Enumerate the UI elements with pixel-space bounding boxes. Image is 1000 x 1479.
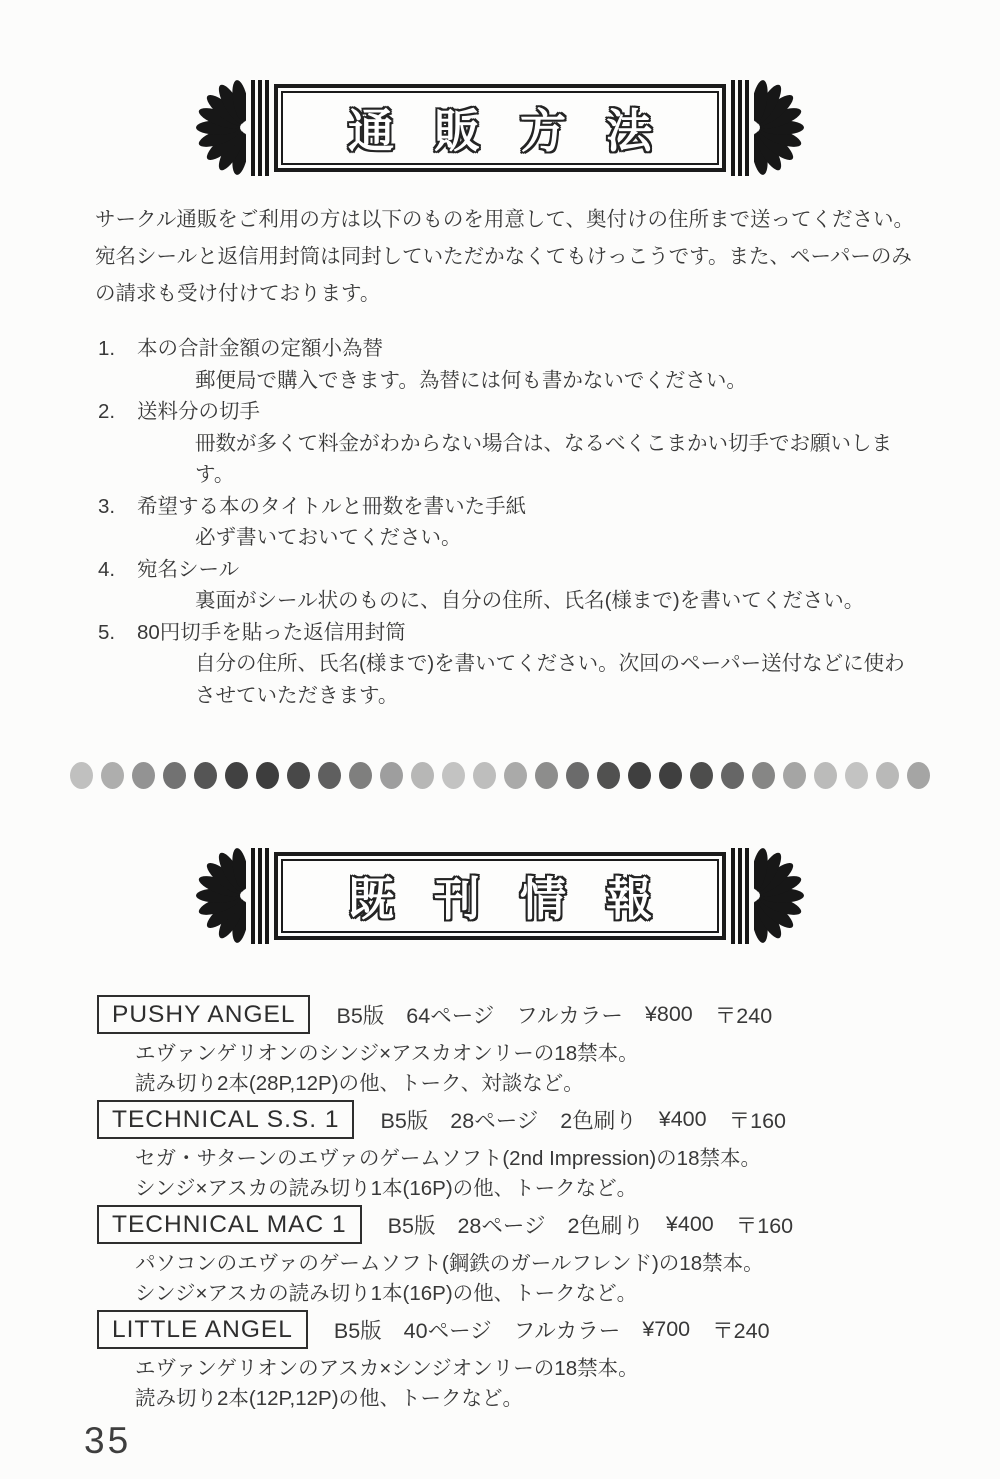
- halftone-dot: [287, 762, 310, 789]
- halftone-dot: [783, 762, 806, 789]
- halftone-dot: [504, 762, 527, 789]
- item-detail: 郵便局で購入できます。為替には何も書かないでください。: [195, 368, 747, 392]
- book-price: ¥700: [642, 1317, 691, 1341]
- instruction-list: [98, 333, 1000, 711]
- banner-back-catalog: [0, 846, 1000, 945]
- page-number: 35: [84, 1420, 132, 1461]
- intro-paragraph: [95, 201, 930, 312]
- item-number: 5.: [98, 620, 116, 644]
- halftone-dot: [566, 762, 589, 789]
- halftone-dot: [597, 762, 620, 789]
- book-entry: [97, 1310, 1000, 1414]
- book-description: パソコンのエヴァのゲームソフト(鋼鉄のガールフレンド)の18禁本。: [135, 1252, 764, 1275]
- book-description: シンジ×アスカの読み切り1本(16P)の他、トークなど。: [135, 1177, 638, 1200]
- intro-line: サークル通販をご利用の方は以下のものを用意して、奥付けの住所まで送ってください。: [95, 208, 914, 231]
- halftone-dot: [752, 762, 775, 789]
- book-size: B5版: [336, 1004, 385, 1028]
- book-title: TECHNICAL MAC 1: [97, 1205, 362, 1244]
- fan-ornament-left-icon: [196, 78, 246, 177]
- instruction-item: [98, 396, 1000, 491]
- item-detail: 裏面がシール状のものに、自分の住所、氏名(様まで)を書いてください。: [195, 589, 865, 612]
- book-description: シンジ×アスカの読み切り1本(16P)の他、トークなど。: [135, 1282, 638, 1305]
- instruction-item: [98, 617, 1000, 712]
- item-detail: させていただきます。: [195, 683, 399, 707]
- fan-ornament-right-icon: [754, 846, 804, 945]
- item-detail: 必ず書いておいてください。: [195, 526, 462, 549]
- book-price: ¥400: [658, 1107, 707, 1131]
- halftone-dot: [70, 762, 93, 789]
- banner-bars-right: [731, 848, 749, 944]
- book-pages: 28ページ: [450, 1109, 539, 1133]
- halftone-dot: [256, 762, 279, 789]
- halftone-dot: [690, 762, 713, 789]
- banner-bars-right: [731, 80, 749, 176]
- book-title: TECHNICAL S.S. 1: [97, 1100, 354, 1139]
- halftone-dot: [907, 762, 930, 789]
- intro-line: 宛名シールと返信用封筒は同封していただかなくてもけっこうです。また、ペーパーのみ: [95, 245, 912, 268]
- book-header: [97, 995, 1000, 1034]
- book-postage: 〒160: [728, 1109, 786, 1133]
- halftone-dot: [442, 762, 465, 789]
- book-size: B5版: [387, 1214, 436, 1238]
- item-detail: 冊数が多くて料金がわからない場合は、なるべくこまかい切手でお願いしま: [195, 431, 892, 455]
- book-header: [97, 1205, 1000, 1244]
- book-price: ¥800: [644, 1002, 693, 1026]
- halftone-dot: [411, 762, 434, 789]
- halftone-dot: [721, 762, 744, 789]
- halftone-dot: [535, 762, 558, 789]
- book-entry: [97, 995, 1000, 1099]
- item-title: 希望する本のタイトルと冊数を書いた手紙: [137, 494, 527, 518]
- book-printing: 2色刷り: [560, 1109, 637, 1133]
- book-description: エヴァンゲリオンのシンジ×アスカオンリーの18禁本。: [135, 1042, 639, 1065]
- fan-ornament-right-icon: [754, 78, 804, 177]
- book-list: [97, 995, 1000, 1414]
- book-price: ¥400: [665, 1212, 714, 1236]
- book-description: 読み切り2本(12P,12P)の他、トークなど。: [135, 1387, 524, 1410]
- halftone-dot: [814, 762, 837, 789]
- halftone-dot: [876, 762, 899, 789]
- item-number: 1.: [98, 337, 116, 360]
- fan-ornament-left-icon: [196, 846, 246, 945]
- book-title: LITTLE ANGEL: [97, 1310, 308, 1349]
- intro-line: の請求も受け付けております。: [95, 282, 381, 305]
- banner-frame: [274, 852, 726, 940]
- halftone-dot: [225, 762, 248, 789]
- item-number: 2.: [98, 400, 116, 423]
- banner-bars-left: [251, 80, 269, 176]
- banner-bars-left: [251, 848, 269, 944]
- book-pages: 64ページ: [406, 1004, 495, 1028]
- book-pages: 28ページ: [457, 1214, 546, 1238]
- item-title: 本の合計金額の定額小為替: [137, 337, 383, 360]
- halftone-dot: [845, 762, 868, 789]
- item-number: 3.: [98, 494, 116, 518]
- instruction-item: [98, 333, 1000, 396]
- book-postage: 〒240: [712, 1319, 770, 1343]
- banner-title-back-catalog: 既刊情報: [348, 872, 692, 925]
- book-entry: [97, 1205, 1000, 1309]
- book-description: エヴァンゲリオンのアスカ×シンジオンリーの18禁本。: [135, 1357, 639, 1380]
- halftone-dot: [101, 762, 124, 789]
- halftone-dot: [132, 762, 155, 789]
- item-number: 4.: [98, 557, 116, 581]
- book-printing: フルカラー: [513, 1319, 621, 1343]
- halftone-dot: [163, 762, 186, 789]
- halftone-dot: [380, 762, 403, 789]
- banner-title-mail-order: 通販方法: [348, 104, 692, 157]
- book-entry: [97, 1100, 1000, 1204]
- book-header: [97, 1100, 1000, 1139]
- halftone-dot: [628, 762, 651, 789]
- book-description: 読み切り2本(28P,12P)の他、トーク、対談など。: [135, 1072, 584, 1095]
- book-size: B5版: [333, 1319, 382, 1343]
- instruction-item: [98, 491, 1000, 554]
- item-title: 80円切手を貼った返信用封筒: [137, 620, 406, 644]
- book-pages: 40ページ: [403, 1319, 492, 1343]
- item-title: 宛名シール: [137, 557, 240, 581]
- instruction-item: [98, 554, 1000, 617]
- halftone-dot: [349, 762, 372, 789]
- banner-frame: [274, 84, 726, 172]
- item-detail: 自分の住所、氏名(様まで)を書いてください。次回のペーパー送付などに使わ: [195, 652, 905, 675]
- book-size: B5版: [380, 1109, 429, 1133]
- book-postage: 〒160: [735, 1214, 794, 1238]
- item-detail: す。: [195, 463, 235, 486]
- book-header: [97, 1310, 1000, 1349]
- halftone-dot: [194, 762, 217, 789]
- halftone-dot: [473, 762, 496, 789]
- halftone-dot: [659, 762, 682, 789]
- banner-mail-order: [0, 0, 1000, 177]
- book-printing: フルカラー: [516, 1004, 623, 1028]
- halftone-dot: [318, 762, 341, 789]
- book-description: セガ・サターンのエヴァのゲームソフト(2nd Impression)の18禁本。: [135, 1147, 761, 1170]
- item-title: 送料分の切手: [137, 400, 260, 423]
- book-title: PUSHY ANGEL: [97, 995, 310, 1034]
- book-postage: 〒240: [714, 1004, 773, 1028]
- book-printing: 2色刷り: [567, 1214, 644, 1238]
- dot-divider: [0, 762, 1000, 790]
